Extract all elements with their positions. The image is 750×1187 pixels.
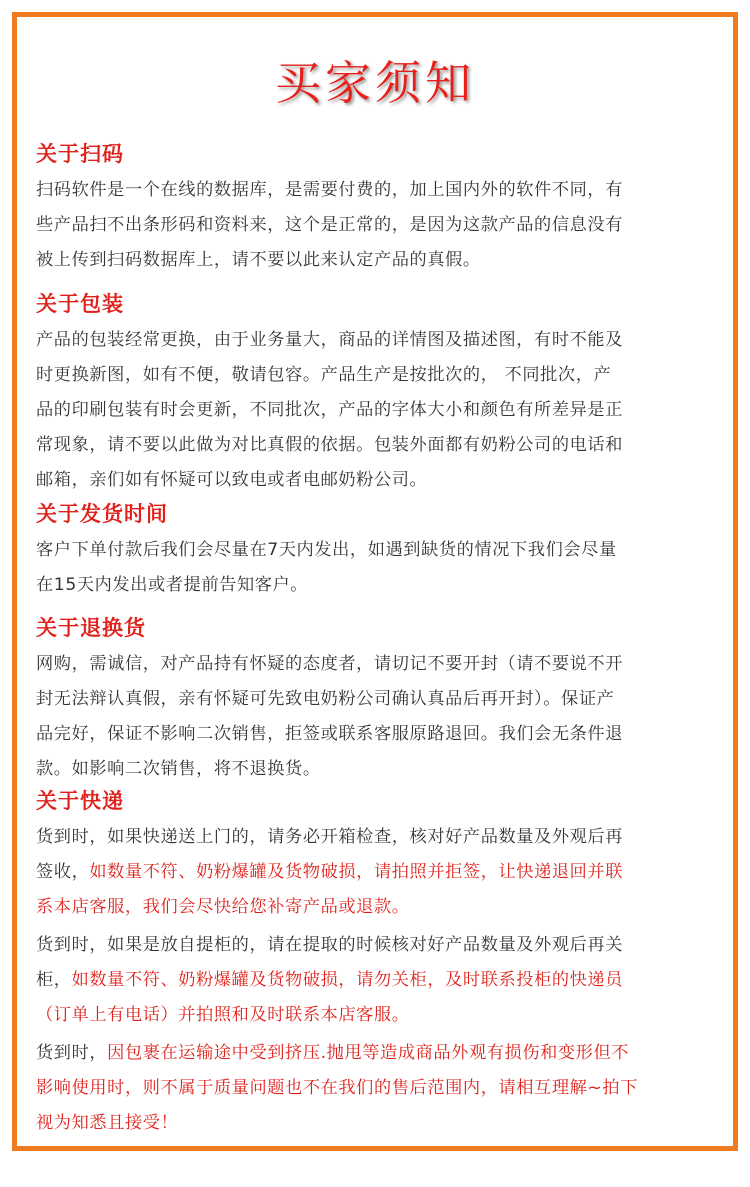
body-line [36,855,726,890]
body-line [36,963,726,998]
highlight-text: 如数量不符、奶粉爆罐及货物破损，请拍照并拒签，让快递退回并联 [89,862,624,882]
body-line: 货到时，如果快递送上门的，请务必开箱检查，核对好产品数量及外观后再 [36,827,623,847]
body-line [36,1036,726,1071]
body-line: 些产品扫不出条形码和资料来，这个是正常的，是因为这款产品的信息没有 [36,215,623,235]
body-line: 被上传到扫码数据库上，请不要以此来认定产品的真假。 [36,250,481,270]
body-line: 邮箱，亲们如有怀疑可以致电或者电邮奶粉公司。 [36,470,428,490]
highlight-line: 系本店客服，我们会尽快给您补寄产品或退款。 [36,897,410,917]
body-line: 客户下单付款后我们会尽量在7天内发出，如遇到缺货的情况下我们会尽量 [36,540,617,560]
body-line: 扫码软件是一个在线的数据库，是需要付费的，加上国内外的软件不同，有 [36,180,623,200]
body-line: 货到时，如果是放自提柜的，请在提取的时候核对好产品数量及外观后再关 [36,935,623,955]
body-text: 货到时， [36,1043,108,1063]
section-heading-packaging: 关于包装 [36,292,124,316]
body-line: 在15天内发出或者提前告知客户。 [36,575,309,595]
highlight-text: 如数量不符、奶粉爆罐及货物破损，请勿关柜，及时联系投柜的快递员 [71,970,623,990]
section-heading-scan: 关于扫码 [36,142,124,166]
page-title: 买家须知 [275,56,475,110]
section-body-returns [36,647,726,787]
courier-paragraph-door-delivery [36,820,726,925]
courier-paragraph-damage [36,1036,726,1141]
courier-paragraph-locker [36,928,726,1033]
highlight-line: （订单上有电话）并拍照和及时联系本店客服。 [36,1005,410,1025]
highlight-line: 影响使用时，则不属于质量问题也不在我们的售后范围内，请相互理解~拍下 [36,1078,638,1098]
notice-frame [12,12,738,1151]
body-text: 签收， [36,862,90,882]
body-line: 款。如影响二次销售，将不退换货。 [36,759,321,779]
body-line: 产品的包装经常更换，由于业务量大，商品的详情图及描述图，有时不能及 [36,330,623,350]
body-line: 品完好，保证不影响二次销售，拒签或联系客服原路退回。我们会无条件退 [36,724,623,744]
body-line: 封无法辩认真假，亲有怀疑可先致电奶粉公司确认真品后再开封）。保证产 [36,689,615,709]
body-line: 时更换新图，如有不便，敬请包容。产品生产是按批次的， 不同批次，产 [36,365,612,385]
highlight-text: 因包裹在运输途中受到挤压.抛甩等造成商品外观有损伤和变形但不 [107,1043,630,1063]
highlight-line: 视为知悉且接受！ [36,1113,179,1133]
section-heading-returns: 关于退换货 [36,616,146,640]
section-heading-shipping-time: 关于发货时间 [36,502,168,526]
body-line: 网购，需诚信，对产品持有怀疑的态度者，请切记不要开封（请不要说不开 [36,654,623,674]
body-line: 常现象，请不要以此做为对比真假的依据。包装外面都有奶粉公司的电话和 [36,435,623,455]
section-heading-courier: 关于快递 [36,789,124,813]
body-text: 柜， [36,970,72,990]
section-body-packaging [36,323,726,498]
section-body-shipping-time [36,533,726,603]
section-body-scan [36,173,726,278]
body-line: 品的印刷包装有时会更新，不同批次，产品的字体大小和颜色有所差异是正 [36,400,623,420]
